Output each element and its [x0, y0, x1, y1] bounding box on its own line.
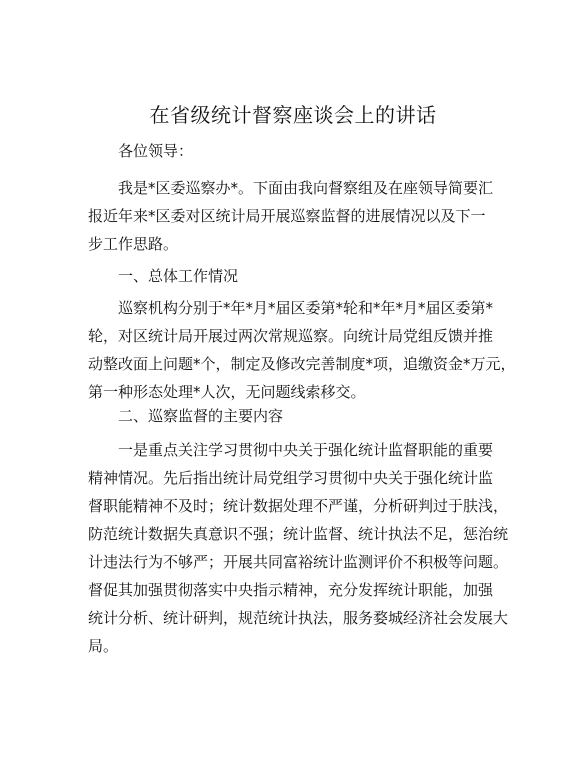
section-heading-main-content: 二、巡察监督的主要内容: [118, 407, 284, 425]
paragraph-intro: [88, 174, 506, 258]
paragraph-line: 计违法行为不够严；开展共同富裕统计监测评价不积极等问题。: [88, 553, 509, 571]
paragraph-line: 一是重点关注学习贯彻中央关于强化统计监督职能的重要: [118, 441, 494, 459]
paragraph-line: 巡察机构分别于*年*月*届区委第*轮和*年*月*届区委第*: [118, 299, 494, 317]
paragraph-line: 报近年来*区委对区统计局开展巡察监督的进展情况以及下一: [88, 207, 486, 225]
paragraph-main-content: [88, 436, 509, 660]
paragraph-line: 轮，对区统计局开展过两次常规巡察。向统计局党组反馈并推: [88, 327, 494, 345]
paragraph-line: 督促其加强贯彻落实中央指示精神，充分发挥统计职能，加强: [88, 581, 494, 599]
paragraph-line: 统计分析、统计研判，规范统计执法，服务婺城经济社会发展大: [88, 609, 509, 627]
paragraph-line: 防范统计数据失真意识不强；统计监督、统计执法不足，惩治统: [88, 525, 509, 543]
salutation: 各位领导：: [118, 142, 194, 160]
paragraph-line: 步工作思路。: [88, 235, 179, 253]
paragraph-line: 督职能精神不及时；统计数据处理不严谨，分析研判过于肤浅，: [88, 497, 509, 515]
paragraph-overview: [88, 294, 516, 406]
document-title: 在省级统计督察座谈会上的讲话: [149, 103, 437, 127]
paragraph-line: 动整改面上问题*个，制定及修改完善制度*项，追缴资金*万元，: [88, 355, 516, 373]
paragraph-line: 我是*区委巡察办*。下面由我向督察组及在座领导简要汇: [118, 179, 494, 197]
paragraph-line: 精神情况。先后指出统计局党组学习贯彻中央关于强化统计监: [88, 469, 494, 487]
paragraph-line: 局。: [88, 637, 119, 655]
paragraph-line: 第一种形态处理*人次，无问题线索移交。: [88, 383, 366, 401]
section-heading-overview: 一、总体工作情况: [118, 267, 239, 285]
